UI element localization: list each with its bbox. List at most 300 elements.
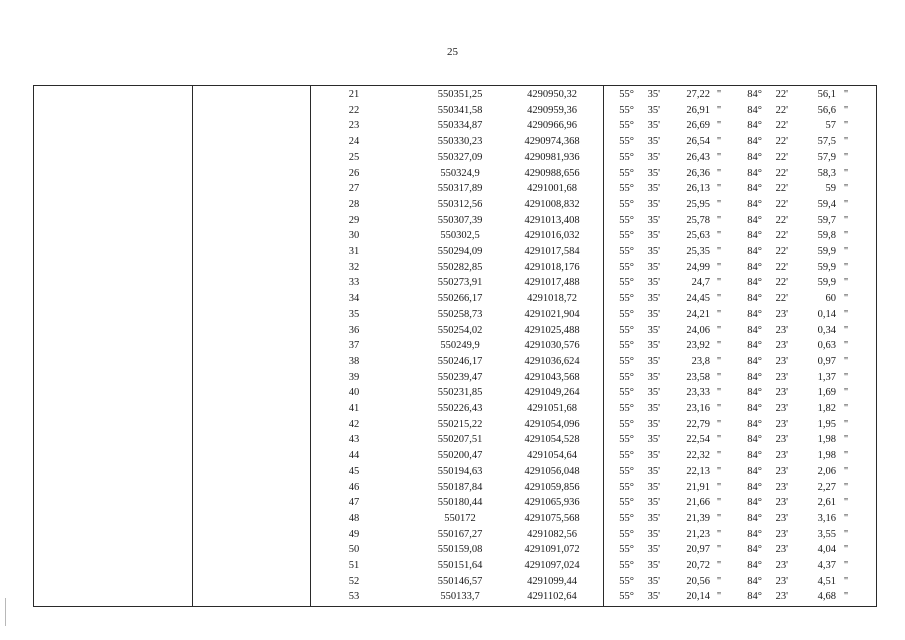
x-coordinate: 550226,43: [437, 403, 483, 414]
longitude-seconds-mark: ": [843, 403, 849, 414]
longitude-minutes: 23': [775, 434, 788, 446]
longitude-degrees: 84°: [747, 418, 762, 430]
table-row: [34, 260, 876, 276]
point-number: 40: [348, 387, 360, 399]
longitude-minutes: 23': [775, 324, 788, 336]
point-number: 48: [348, 512, 360, 524]
longitude-degrees: 84°: [747, 450, 762, 462]
latitude-seconds: 22,79: [686, 418, 710, 430]
longitude-seconds-mark: ": [843, 418, 849, 430]
longitude-degrees: 84°: [747, 136, 762, 148]
longitude-seconds: 2,27: [817, 481, 836, 493]
y-coordinate: 4291102,64: [527, 591, 577, 603]
latitude-degrees: 55°: [619, 230, 634, 242]
latitude-minutes: 35': [647, 418, 660, 430]
table-row: [34, 150, 876, 166]
latitude-minutes: 35': [647, 89, 660, 100]
x-coordinate: 550231,85: [437, 387, 483, 399]
latitude-degrees: 55°: [619, 465, 634, 477]
point-number: 26: [348, 167, 360, 179]
latitude-minutes: 35': [647, 277, 660, 289]
table-row: [34, 464, 876, 480]
latitude-seconds-mark: ": [716, 560, 722, 571]
latitude-seconds: 22,13: [686, 465, 710, 477]
longitude-minutes: 23': [775, 450, 788, 462]
longitude-seconds-mark: ": [843, 246, 849, 257]
y-coordinate: 4291054,528: [524, 434, 580, 446]
point-number: 41: [348, 403, 360, 414]
x-coordinate: 550194,63: [437, 465, 483, 477]
longitude-minutes: 23': [775, 371, 788, 383]
latitude-seconds: 21,91: [686, 481, 710, 493]
longitude-seconds-mark: ": [843, 261, 849, 273]
latitude-seconds-mark: ": [716, 465, 722, 477]
latitude-seconds-mark: ": [716, 575, 722, 587]
longitude-seconds: 1,95: [817, 418, 836, 430]
point-number: 28: [348, 198, 360, 210]
latitude-minutes: 35': [647, 246, 660, 257]
longitude-degrees: 84°: [747, 308, 762, 320]
longitude-minutes: 22': [775, 104, 788, 116]
longitude-degrees: 84°: [747, 324, 762, 336]
latitude-degrees: 55°: [619, 308, 634, 320]
longitude-seconds: 1,98: [817, 434, 836, 446]
point-number: 30: [348, 230, 360, 242]
latitude-minutes: 35': [647, 403, 660, 414]
latitude-minutes: 35': [647, 465, 660, 477]
x-coordinate: 550317,89: [437, 183, 483, 195]
x-coordinate: 550282,85: [437, 261, 483, 273]
longitude-minutes: 23': [775, 340, 788, 352]
latitude-seconds: 25,63: [686, 230, 710, 242]
longitude-degrees: 84°: [747, 246, 762, 257]
latitude-degrees: 55°: [619, 340, 634, 352]
latitude-minutes: 35': [647, 308, 660, 320]
point-number: 37: [348, 340, 360, 352]
longitude-seconds-mark: ": [843, 120, 849, 132]
latitude-seconds-mark: ": [716, 528, 722, 540]
latitude-seconds-mark: ": [716, 418, 722, 430]
longitude-seconds: 59,9: [817, 277, 836, 289]
latitude-seconds-mark: ": [716, 308, 722, 320]
longitude-minutes: 23': [775, 403, 788, 414]
longitude-degrees: 84°: [747, 340, 762, 352]
longitude-minutes: 23': [775, 512, 788, 524]
longitude-seconds-mark: ": [843, 481, 849, 493]
latitude-minutes: 35': [647, 230, 660, 242]
latitude-seconds: 26,91: [686, 104, 710, 116]
latitude-seconds-mark: ": [716, 104, 722, 116]
table-row: [34, 323, 876, 339]
point-number: 47: [348, 497, 360, 509]
latitude-seconds: 23,8: [691, 355, 710, 367]
table-row: [34, 307, 876, 323]
latitude-seconds: 23,16: [686, 403, 710, 414]
latitude-seconds: 25,95: [686, 198, 710, 210]
longitude-degrees: 84°: [747, 198, 762, 210]
latitude-seconds: 23,92: [686, 340, 710, 352]
longitude-seconds: 4,51: [817, 575, 836, 587]
latitude-seconds: 20,14: [686, 591, 710, 603]
latitude-degrees: 55°: [619, 450, 634, 462]
table-row: [34, 213, 876, 229]
longitude-minutes: 23': [775, 575, 788, 587]
y-coordinate: 4291065,936: [524, 497, 580, 509]
x-coordinate: 550151,64: [437, 560, 483, 571]
table-row: [34, 291, 876, 307]
latitude-degrees: 55°: [619, 371, 634, 383]
longitude-seconds-mark: ": [843, 340, 849, 352]
latitude-seconds: 21,23: [686, 528, 710, 540]
latitude-seconds-mark: ": [716, 183, 722, 195]
table-row: [34, 166, 876, 182]
table-row: [34, 197, 876, 213]
y-coordinate: 4291082,56: [527, 528, 577, 540]
longitude-minutes: 22': [775, 183, 788, 195]
longitude-seconds: 1,98: [817, 450, 836, 462]
point-number: 34: [348, 293, 360, 305]
longitude-seconds: 4,04: [817, 544, 836, 556]
table-row: [34, 103, 876, 119]
latitude-minutes: 35': [647, 293, 660, 305]
y-coordinate: 4291075,568: [524, 512, 580, 524]
latitude-seconds-mark: ": [716, 198, 722, 210]
latitude-seconds: 25,35: [686, 246, 710, 257]
longitude-seconds-mark: ": [843, 575, 849, 587]
longitude-minutes: 22': [775, 151, 788, 163]
scan-margin-mark: [5, 598, 6, 626]
longitude-minutes: 22': [775, 277, 788, 289]
latitude-minutes: 35': [647, 198, 660, 210]
table-row: [34, 228, 876, 244]
latitude-seconds-mark: ": [716, 497, 722, 509]
latitude-seconds-mark: ": [716, 246, 722, 257]
latitude-seconds: 20,72: [686, 560, 710, 571]
longitude-seconds: 3,55: [817, 528, 836, 540]
longitude-seconds-mark: ": [843, 591, 849, 603]
latitude-seconds: 20,56: [686, 575, 710, 587]
latitude-degrees: 55°: [619, 403, 634, 414]
x-coordinate: 550341,58: [437, 104, 483, 116]
latitude-minutes: 35': [647, 497, 660, 509]
longitude-minutes: 22': [775, 246, 788, 257]
latitude-minutes: 35': [647, 151, 660, 163]
latitude-degrees: 55°: [619, 591, 634, 603]
longitude-minutes: 23': [775, 308, 788, 320]
longitude-degrees: 84°: [747, 293, 762, 305]
latitude-seconds: 22,54: [686, 434, 710, 446]
latitude-minutes: 35': [647, 512, 660, 524]
latitude-seconds: 24,7: [691, 277, 710, 289]
point-number: 22: [348, 104, 360, 116]
longitude-minutes: 22': [775, 136, 788, 148]
latitude-minutes: 35': [647, 528, 660, 540]
longitude-seconds-mark: ": [843, 89, 849, 100]
latitude-minutes: 35': [647, 136, 660, 148]
x-coordinate: 550324,9: [440, 167, 480, 179]
latitude-seconds: 26,13: [686, 183, 710, 195]
latitude-seconds-mark: ": [716, 340, 722, 352]
y-coordinate: 4290950,32: [527, 89, 577, 100]
latitude-seconds-mark: ": [716, 214, 722, 226]
latitude-seconds: 22,32: [686, 450, 710, 462]
table-row: [34, 589, 876, 605]
y-coordinate: 4291017,488: [524, 277, 580, 289]
latitude-seconds: 24,99: [686, 261, 710, 273]
latitude-minutes: 35': [647, 560, 660, 571]
latitude-seconds-mark: ": [716, 120, 722, 132]
table-row: [34, 432, 876, 448]
table-row: [34, 354, 876, 370]
longitude-minutes: 22': [775, 198, 788, 210]
longitude-seconds-mark: ": [843, 151, 849, 163]
longitude-seconds-mark: ": [843, 371, 849, 383]
latitude-seconds-mark: ": [716, 136, 722, 148]
latitude-minutes: 35': [647, 340, 660, 352]
longitude-minutes: 22': [775, 214, 788, 226]
x-coordinate: 550239,47: [437, 371, 483, 383]
longitude-degrees: 84°: [747, 481, 762, 493]
latitude-degrees: 55°: [619, 277, 634, 289]
longitude-minutes: 23': [775, 387, 788, 399]
longitude-seconds-mark: ": [843, 277, 849, 289]
latitude-minutes: 35': [647, 324, 660, 336]
longitude-seconds: 58,3: [817, 167, 836, 179]
x-coordinate: 550307,39: [437, 214, 483, 226]
y-coordinate: 4291059,856: [524, 481, 580, 493]
latitude-degrees: 55°: [619, 481, 634, 493]
longitude-degrees: 84°: [747, 261, 762, 273]
table-row: [34, 417, 876, 433]
table-row: [34, 511, 876, 527]
longitude-seconds-mark: ": [843, 355, 849, 367]
point-number: 32: [348, 261, 360, 273]
longitude-degrees: 84°: [747, 89, 762, 100]
longitude-minutes: 23': [775, 355, 788, 367]
x-coordinate: 550312,56: [437, 198, 483, 210]
latitude-degrees: 55°: [619, 246, 634, 257]
longitude-minutes: 23': [775, 481, 788, 493]
latitude-degrees: 55°: [619, 324, 634, 336]
point-number: 45: [348, 465, 360, 477]
longitude-degrees: 84°: [747, 403, 762, 414]
latitude-degrees: 55°: [619, 104, 634, 116]
table-row: [34, 385, 876, 401]
longitude-seconds-mark: ": [843, 450, 849, 462]
latitude-minutes: 35': [647, 214, 660, 226]
x-coordinate: 550207,51: [437, 434, 483, 446]
latitude-seconds-mark: ": [716, 355, 722, 367]
x-coordinate: 550133,7: [440, 591, 480, 603]
latitude-seconds-mark: ": [716, 481, 722, 493]
latitude-minutes: 35': [647, 104, 660, 116]
x-coordinate: 550187,84: [437, 481, 483, 493]
y-coordinate: 4290966,96: [527, 120, 577, 132]
latitude-seconds-mark: ": [716, 591, 722, 603]
point-number: 42: [348, 418, 360, 430]
y-coordinate: 4291001,68: [527, 183, 577, 195]
longitude-seconds: 59,8: [817, 230, 836, 242]
point-number: 25: [348, 151, 360, 163]
coordinates-table: [33, 85, 877, 607]
longitude-seconds-mark: ": [843, 183, 849, 195]
y-coordinate: 4291036,624: [524, 355, 580, 367]
y-coordinate: 4291091,072: [524, 544, 580, 556]
latitude-degrees: 55°: [619, 183, 634, 195]
longitude-degrees: 84°: [747, 575, 762, 587]
latitude-degrees: 55°: [619, 434, 634, 446]
x-coordinate: 550215,22: [437, 418, 483, 430]
longitude-seconds-mark: ": [843, 387, 849, 399]
latitude-seconds: 24,06: [686, 324, 710, 336]
longitude-seconds: 59,4: [817, 198, 836, 210]
longitude-seconds: 3,16: [817, 512, 836, 524]
longitude-minutes: 22': [775, 261, 788, 273]
longitude-seconds: 4,68: [817, 591, 836, 603]
latitude-degrees: 55°: [619, 120, 634, 132]
longitude-minutes: 22': [775, 230, 788, 242]
latitude-seconds-mark: ": [716, 230, 722, 242]
point-number: 46: [348, 481, 360, 493]
latitude-seconds-mark: ": [716, 371, 722, 383]
longitude-seconds: 1,69: [817, 387, 836, 399]
latitude-minutes: 35': [647, 120, 660, 132]
latitude-degrees: 55°: [619, 512, 634, 524]
longitude-degrees: 84°: [747, 104, 762, 116]
point-number: 43: [348, 434, 360, 446]
x-coordinate: 550302,5: [440, 230, 480, 242]
latitude-seconds-mark: ": [716, 544, 722, 556]
table-row: [34, 558, 876, 574]
point-number: 50: [348, 544, 360, 556]
longitude-seconds: 59,7: [817, 214, 836, 226]
longitude-seconds-mark: ": [843, 198, 849, 210]
point-number: 29: [348, 214, 360, 226]
y-coordinate: 4291018,176: [524, 261, 580, 273]
latitude-seconds: 26,43: [686, 151, 710, 163]
latitude-minutes: 35': [647, 355, 660, 367]
longitude-degrees: 84°: [747, 277, 762, 289]
latitude-degrees: 55°: [619, 89, 634, 100]
x-coordinate: 550334,87: [437, 120, 483, 132]
x-coordinate: 550246,17: [437, 355, 483, 367]
x-coordinate: 550330,23: [437, 136, 483, 148]
latitude-degrees: 55°: [619, 418, 634, 430]
table-row: [34, 134, 876, 150]
latitude-degrees: 55°: [619, 355, 634, 367]
table-row: [34, 370, 876, 386]
longitude-degrees: 84°: [747, 355, 762, 367]
point-number: 38: [348, 355, 360, 367]
table-row: [34, 244, 876, 260]
latitude-seconds-mark: ": [716, 512, 722, 524]
point-number: 36: [348, 324, 360, 336]
x-coordinate: 550266,17: [437, 293, 483, 305]
longitude-seconds: 60: [825, 293, 836, 305]
latitude-degrees: 55°: [619, 214, 634, 226]
longitude-seconds: 0,97: [817, 355, 836, 367]
x-coordinate: 550254,02: [437, 324, 483, 336]
y-coordinate: 4290959,36: [527, 104, 577, 116]
latitude-degrees: 55°: [619, 497, 634, 509]
latitude-seconds: 23,58: [686, 371, 710, 383]
longitude-degrees: 84°: [747, 512, 762, 524]
x-coordinate: 550180,44: [437, 497, 483, 509]
latitude-seconds-mark: ": [716, 89, 722, 100]
longitude-seconds: 1,82: [817, 403, 836, 414]
table-row: [34, 574, 876, 590]
longitude-degrees: 84°: [747, 371, 762, 383]
latitude-seconds-mark: ": [716, 293, 722, 305]
latitude-seconds: 24,21: [686, 308, 710, 320]
longitude-seconds-mark: ": [843, 465, 849, 477]
longitude-minutes: 23': [775, 560, 788, 571]
longitude-degrees: 84°: [747, 465, 762, 477]
latitude-minutes: 35': [647, 450, 660, 462]
table-row: [34, 181, 876, 197]
table-row: [34, 480, 876, 496]
y-coordinate: 4291018,72: [527, 293, 577, 305]
y-coordinate: 4291054,096: [524, 418, 580, 430]
longitude-seconds-mark: ": [843, 560, 849, 571]
longitude-seconds: 57,9: [817, 151, 836, 163]
longitude-minutes: 22': [775, 293, 788, 305]
latitude-seconds: 23,33: [686, 387, 710, 399]
longitude-seconds-mark: ": [843, 434, 849, 446]
x-coordinate: 550200,47: [437, 450, 483, 462]
latitude-degrees: 55°: [619, 560, 634, 571]
latitude-degrees: 55°: [619, 261, 634, 273]
y-coordinate: 4291008,832: [524, 198, 580, 210]
y-coordinate: 4291016,032: [524, 230, 580, 242]
longitude-degrees: 84°: [747, 214, 762, 226]
latitude-minutes: 35': [647, 387, 660, 399]
latitude-seconds-mark: ": [716, 403, 722, 414]
longitude-degrees: 84°: [747, 591, 762, 603]
latitude-degrees: 55°: [619, 167, 634, 179]
page-number: 25: [447, 46, 458, 58]
x-coordinate: 550146,57: [437, 575, 483, 587]
longitude-seconds-mark: ": [843, 497, 849, 509]
longitude-seconds: 56,6: [817, 104, 836, 116]
y-coordinate: 4290974,368: [524, 136, 580, 148]
latitude-seconds: 26,54: [686, 136, 710, 148]
longitude-seconds-mark: ": [843, 167, 849, 179]
longitude-seconds-mark: ": [843, 324, 849, 336]
latitude-minutes: 35': [647, 544, 660, 556]
longitude-seconds: 57,5: [817, 136, 836, 148]
latitude-degrees: 55°: [619, 198, 634, 210]
latitude-degrees: 55°: [619, 387, 634, 399]
latitude-seconds-mark: ": [716, 167, 722, 179]
longitude-seconds-mark: ": [843, 136, 849, 148]
x-coordinate: 550167,27: [437, 528, 483, 540]
latitude-seconds: 20,97: [686, 544, 710, 556]
latitude-seconds-mark: ": [716, 387, 722, 399]
table-row: [34, 275, 876, 291]
y-coordinate: 4291030,576: [524, 340, 580, 352]
longitude-seconds: 2,61: [817, 497, 836, 509]
latitude-degrees: 55°: [619, 293, 634, 305]
longitude-degrees: 84°: [747, 528, 762, 540]
longitude-seconds-mark: ": [843, 544, 849, 556]
longitude-degrees: 84°: [747, 183, 762, 195]
longitude-seconds: 1,37: [817, 371, 836, 383]
table-row: [34, 542, 876, 558]
longitude-minutes: 22': [775, 120, 788, 132]
latitude-seconds-mark: ": [716, 324, 722, 336]
latitude-minutes: 35': [647, 261, 660, 273]
